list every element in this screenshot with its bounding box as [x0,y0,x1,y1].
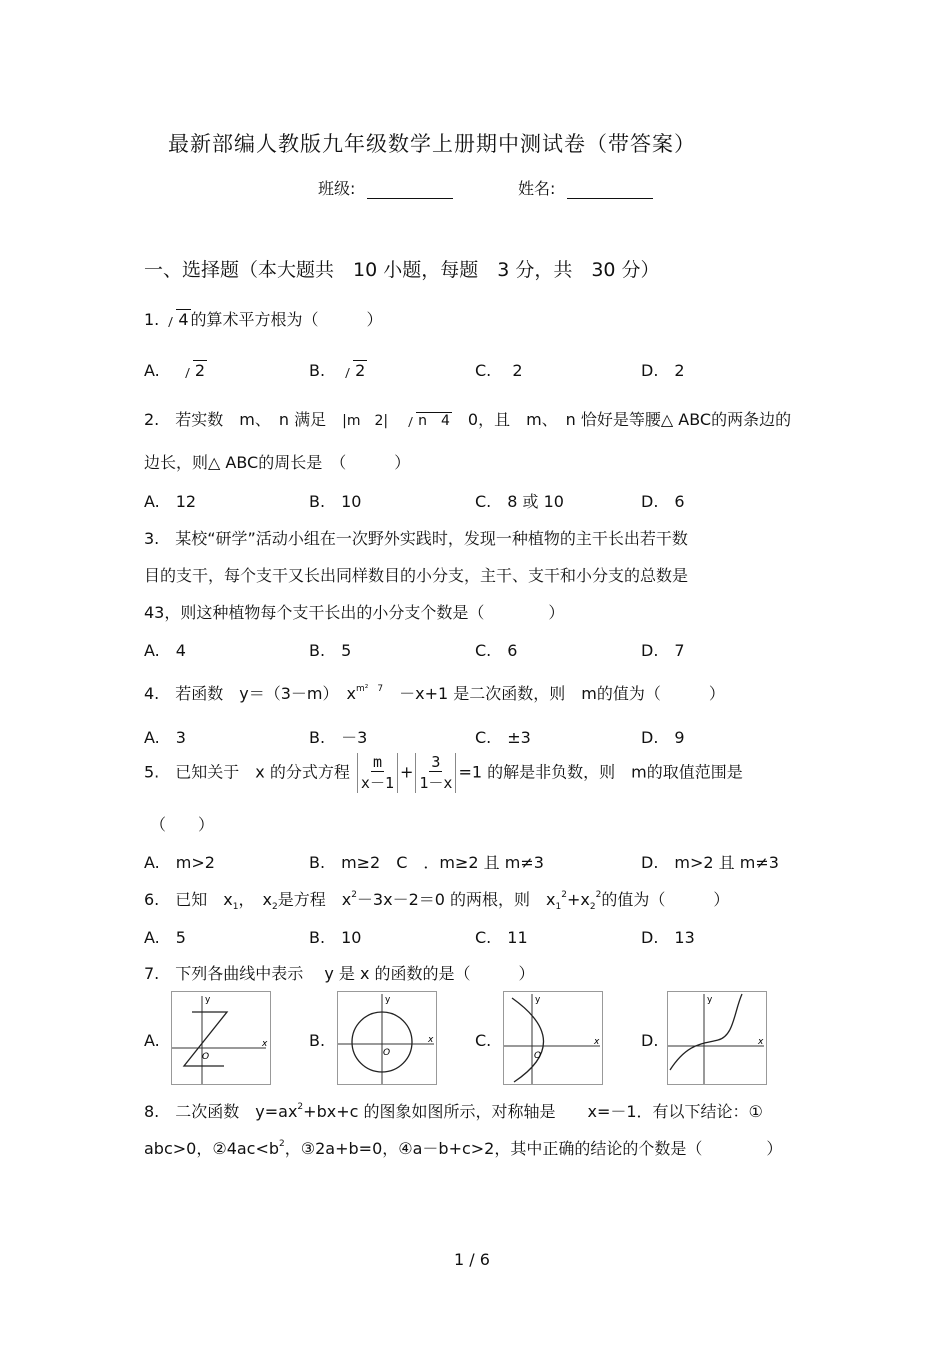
q7-graph-d [667,991,767,1085]
q6-option-b: B. 10 [309,928,362,947]
q5-option-b-c: B. m≥2 C ．m≥2 且 m≠3 [309,853,544,872]
class-label: 班级: [318,179,356,198]
question-3-line-3: 43，则这种植物每个支干长出的小分支个数是（ ） [144,603,565,622]
q1-option-d: D. 2 [641,361,685,380]
q2-option-a: A. 12 [144,492,197,511]
question-2-line-2: 边长，则△ ABC的周长是 （ ） [144,453,411,472]
question-3-line-2: 目的支干，每个支干又长出同样数目的小分支，主干、支干和小分支的总数是 [144,566,689,585]
q2-option-c: C. 8 或 10 [475,492,564,511]
q7-option-d-label: D. [641,1031,659,1050]
q4-option-c: C. ±3 [475,728,531,747]
q6-option-d: D. 13 [641,928,695,947]
name-label: 姓名: [518,179,556,198]
q1-number: 1. [144,310,160,329]
svg-text:x: x [428,1035,434,1045]
q3-option-d: D. 7 [641,641,685,660]
question-5-line-2: （ ） [150,815,215,834]
section-heading: 一、选择题（本大题共 10 小题，每题 3 分，共 30 分） [144,259,660,281]
q1-option-a: A. 2 [144,361,206,380]
q4-option-d: D. 9 [641,728,685,747]
q5-fraction-1: $\frac{m}{x-1}$ [357,753,398,793]
page-title: 最新部编人教版九年级数学上册期中测试卷（带答案） [168,132,696,156]
svg-text:O: O [534,1051,542,1061]
q3-option-c: C. 6 [475,641,518,660]
q1-option-c: C. 2 [475,361,523,380]
svg-text:y: y [385,995,391,1005]
q4-option-a: A. 3 [144,728,186,747]
svg-text:x: x [262,1039,268,1049]
q6-option-c: C. 11 [475,928,528,947]
svg-text:O: O [383,1048,391,1058]
q2-option-d: D. 6 [641,492,685,511]
question-2-line-1: 2. 若实数 m、 n 满足 |m 2| n 4 0，且 m、 n 恰好是等腰△ ABC的两条边的 [144,410,792,429]
q7-graph-b [337,991,437,1085]
q5-fraction-2: $\frac{3}{1-x}$ [415,753,456,793]
svg-text:x: x [758,1037,764,1047]
page-number: 1 / 6 [454,1250,490,1269]
q3-option-a: A. 4 [144,641,186,660]
q1-sqrt: 4 [164,310,190,329]
q1-stem: 的算术平方根为（ ） [190,310,383,329]
question-6: 6. 已知 $x_1$， $x_2$是方程 $x^2-3x-2=0$ 的两根，则 $x_1^2+x_2^2$的值为（ ） [144,890,730,913]
question-1 [144,307,383,330]
q4-option-b: B. －3 [309,728,368,747]
svg-text:O: O [202,1052,210,1062]
name-blank [567,183,653,199]
q2-option-b: B. 10 [309,492,362,511]
class-field [318,176,453,199]
q7-graph-c [503,991,603,1085]
svg-text:y: y [535,995,541,1005]
class-blank [367,183,453,199]
question-4: 4. 若函数 y＝（3－m） $x^{m^2 7}$ －x+1 是二次函数，则 m的值为（ ） [144,684,725,703]
question-5: 5. 已知关于 x 的分式方程 $\frac{m}{x-1}$ + $\frac{3}{1-x}$ =1 的解是非负数，则 m的取值范围是 [144,753,743,792]
q6-option-a: A. 5 [144,928,186,947]
q5-option-d: D. m>2 且 m≠3 [641,853,779,872]
q7-option-a-label: A. [144,1031,160,1050]
name-field [518,176,653,199]
q3-option-b: B. 5 [309,641,352,660]
q1-option-b: B. 2 [309,361,366,380]
q7-option-b-label: B. [309,1031,326,1050]
question-7: 7. 下列各曲线中表示 y 是 x 的函数的是（ ） [144,964,535,983]
svg-text:x: x [594,1037,600,1047]
q7-graph-a [171,991,271,1085]
q7-option-c-label: C. [475,1031,492,1050]
question-3-line-1: 3. 某校“研学”活动小组在一次野外实践时，发现一种植物的主干长出若干数 [144,529,688,548]
svg-text:y: y [707,995,713,1005]
q5-option-a: A. m>2 [144,853,215,872]
svg-text:y: y [205,995,211,1005]
question-8-line-1: 8. 二次函数 $y=ax^2+bx+c$ 的图象如图所示，对称轴是 x=－1．有以下结论：① [144,1102,763,1121]
question-8-line-2: abc>0，$②4ac<b^2$，③2a+b=0，④a－b+c>2，其中正确的结论的个数是（ ） [144,1139,783,1158]
